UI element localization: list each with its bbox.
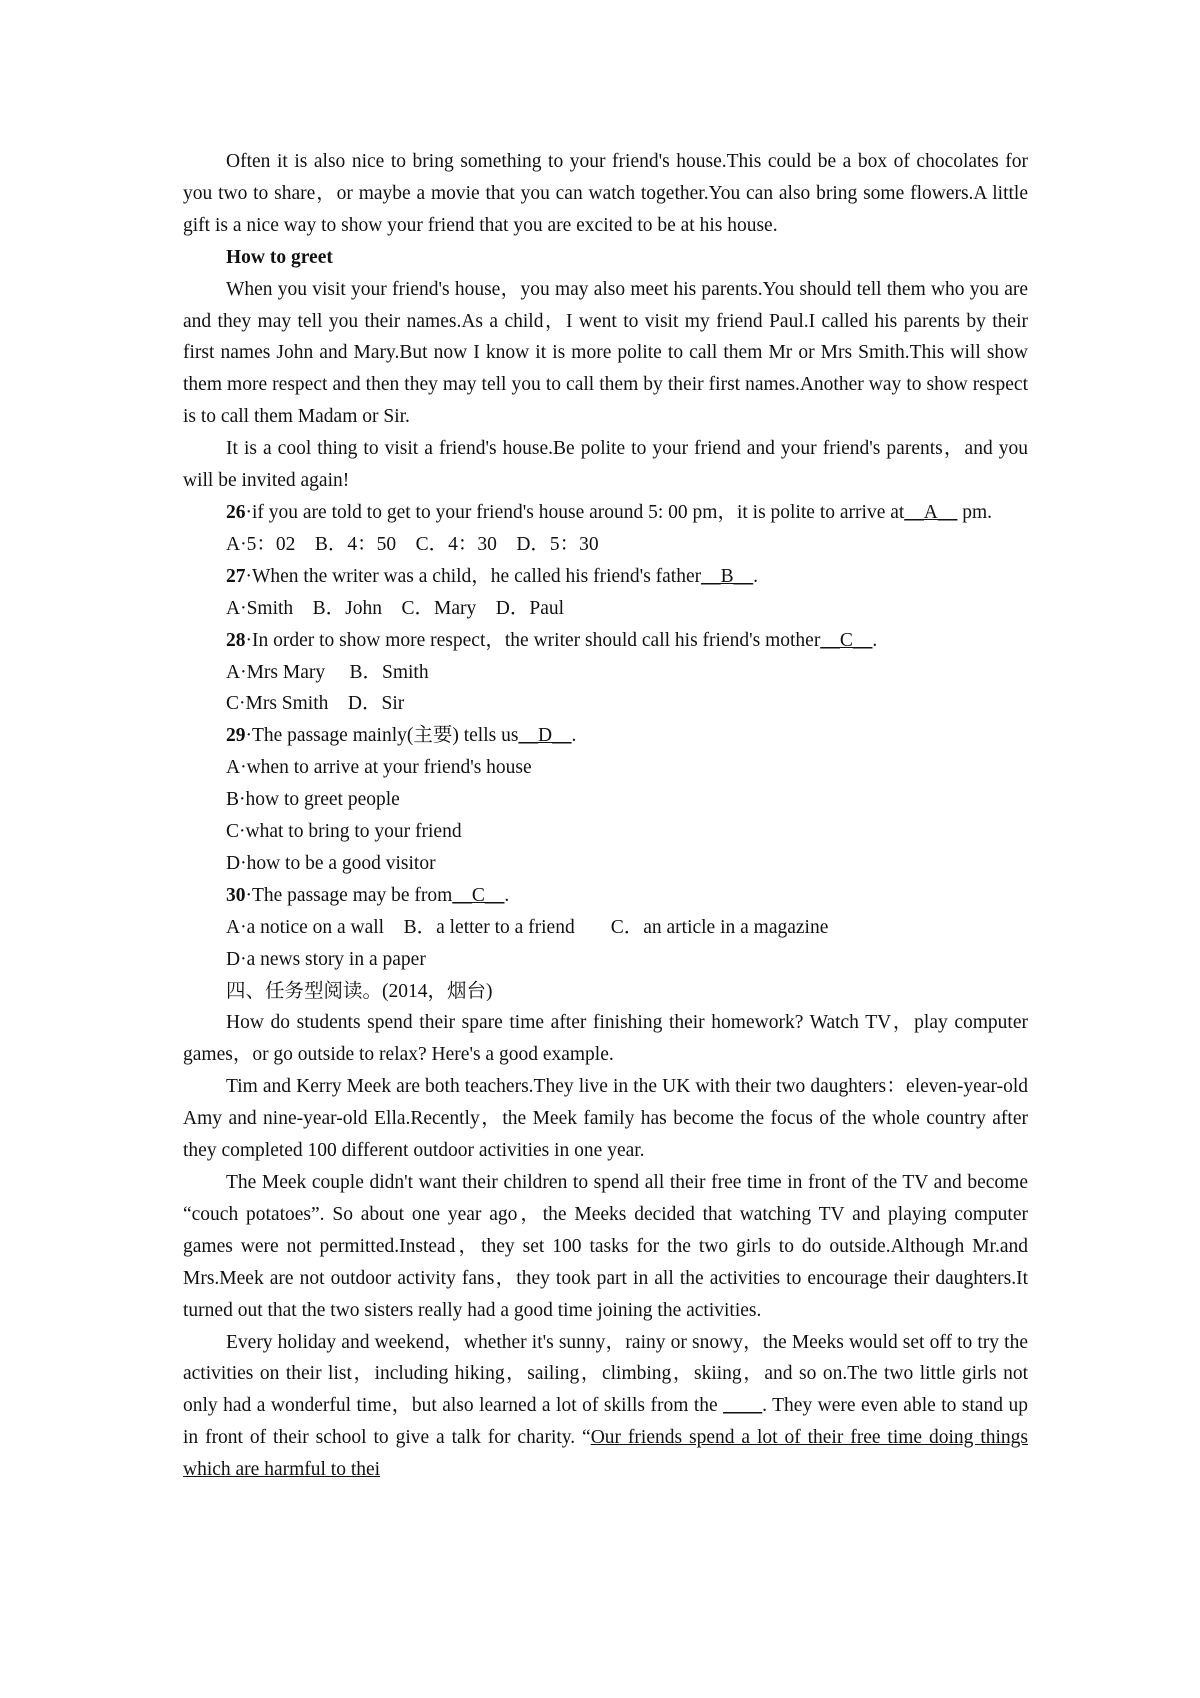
question-27 xyxy=(183,561,1028,593)
question-30-option-c: C．an article in a magazine xyxy=(610,916,829,938)
question-text-end: pm. xyxy=(957,501,993,523)
answer-blank: __C__ xyxy=(820,629,873,651)
question-29-option-b: B·how to greet people xyxy=(226,789,400,811)
question-29-option-c: C·what to bring to your friend xyxy=(226,821,462,843)
question-30-options-line1 xyxy=(183,912,1028,944)
section-4-paragraph-1: How do students spend their spare time after finishing their homework? Watch TV，play computer games，or go outside to relax? Here's a good example. xyxy=(183,1012,1028,1066)
question-text: ·The passage may be from xyxy=(245,884,453,906)
question-text: ·In order to show more respect，the writer should call his friend's mother xyxy=(245,629,821,651)
question-text-end: . xyxy=(872,629,878,651)
question-text-end: . xyxy=(504,884,510,906)
answer-blank: __B__ xyxy=(701,565,754,587)
answer-blank: __D__ xyxy=(518,725,572,747)
heading-how-to-greet: How to greet xyxy=(226,246,333,268)
question-number: 30 xyxy=(226,884,246,906)
paragraph-greet: When you visit your friend's house，you may also meet his parents.You should tell them who you are and they may tell you their names.As a child，I went to visit my friend Paul.I called his parents by their first names John and Mary.But now I know it is more polite to call them Mr or Mrs Smith.This will show them more respect and then they may tell you to call them by their first names.Another way to show respect is to call them Madam or Sir. xyxy=(183,278,1028,428)
question-30-options-line2: D·a news story in a paper xyxy=(226,948,426,970)
question-30 xyxy=(183,880,1028,912)
paragraph-conclusion: It is a cool thing to visit a friend's house.Be polite to your friend and your friend's parents，and you will be invited again! xyxy=(183,438,1028,492)
section-4-paragraph-3: The Meek couple didn't want their children to spend all their free time in front of the TV and become “couch potatoes”. So about one year ago，the Meeks decided that watching TV and playing computer games were not permitted.Instead，they set 100 tasks for the two girls to do outside.Although Mr.and Mrs.Meek are not outdoor activity fans，they took part in all the activities to encourage their daughters.It turned out that the two sisters really had a good time joining the activities. xyxy=(183,1172,1028,1321)
question-29-option-a: A·when to arrive at your friend's house xyxy=(226,757,532,779)
question-text: ·if you are told to get to your friend's house around 5: 00 pm，it is polite to arrive at xyxy=(245,501,905,523)
question-text-end: . xyxy=(571,725,577,747)
question-28-options-line2: C·Mrs Smith D．Sir xyxy=(226,693,405,715)
question-number: 28 xyxy=(226,629,246,651)
question-28-options-line1: A·Mrs Mary B．Smith xyxy=(226,661,429,683)
underlined-sentence: Our friends spend a lot of their free time doing things which are harmful to thei xyxy=(183,1427,1028,1481)
paragraph-4-text-b: . They were even able to stand up in front of their school to give a talk for charity. “ xyxy=(183,1395,1028,1449)
section-4-paragraph-2: Tim and Kerry Meek are both teachers.They live in the UK with their two daughters：eleven-year-old Amy and nine-year-old Ella.Recently，the Meek family has become the focus of the whole country after they completed 100 different outdoor activities in one year. xyxy=(183,1076,1028,1162)
question-30-options-ab: A·a notice on a wall B．a letter to a friend xyxy=(226,916,575,938)
section-4-title: 四、任务型阅读。(2014，烟台) xyxy=(226,980,493,1002)
question-29-option-d: D·how to be a good visitor xyxy=(226,852,436,874)
question-26 xyxy=(183,497,1028,529)
paragraph-4-text-a: Every holiday and weekend，whether it's sunny，rainy or snowy，the Meeks would set off to try the activities on their list，including hiking，sailing，climbing，skiing，and so on.The two little girls not only had a wonderful time，but also learned a lot of skills from the xyxy=(183,1331,1028,1417)
section-4-paragraph-4 xyxy=(183,1327,1028,1487)
question-29 xyxy=(183,720,1028,752)
fill-in-blank: ____ xyxy=(723,1395,763,1417)
question-text-end: . xyxy=(753,565,759,587)
question-text: ·The passage mainly(主要) tells us xyxy=(245,725,519,747)
question-28 xyxy=(183,625,1028,657)
question-number: 26 xyxy=(226,501,246,523)
document-page xyxy=(183,146,1028,1486)
question-number: 27 xyxy=(226,565,246,587)
question-27-options: A·Smith B．John C．Mary D．Paul xyxy=(226,597,565,619)
question-text: ·When the writer was a child，he called his friend's father xyxy=(245,565,702,587)
answer-blank: __A__ xyxy=(904,501,958,523)
question-26-options: A·5：02 B．4：50 C．4：30 D．5：30 xyxy=(226,533,599,555)
answer-blank: __C__ xyxy=(452,884,505,906)
paragraph-gift: Often it is also nice to bring something to your friend's house.This could be a box of chocolates for you two to share，or maybe a movie that you can watch together.You can also bring some flowers.A little gift is a nice way to show your friend that you are excited to be at his house. xyxy=(183,151,1028,236)
question-number: 29 xyxy=(226,725,246,747)
